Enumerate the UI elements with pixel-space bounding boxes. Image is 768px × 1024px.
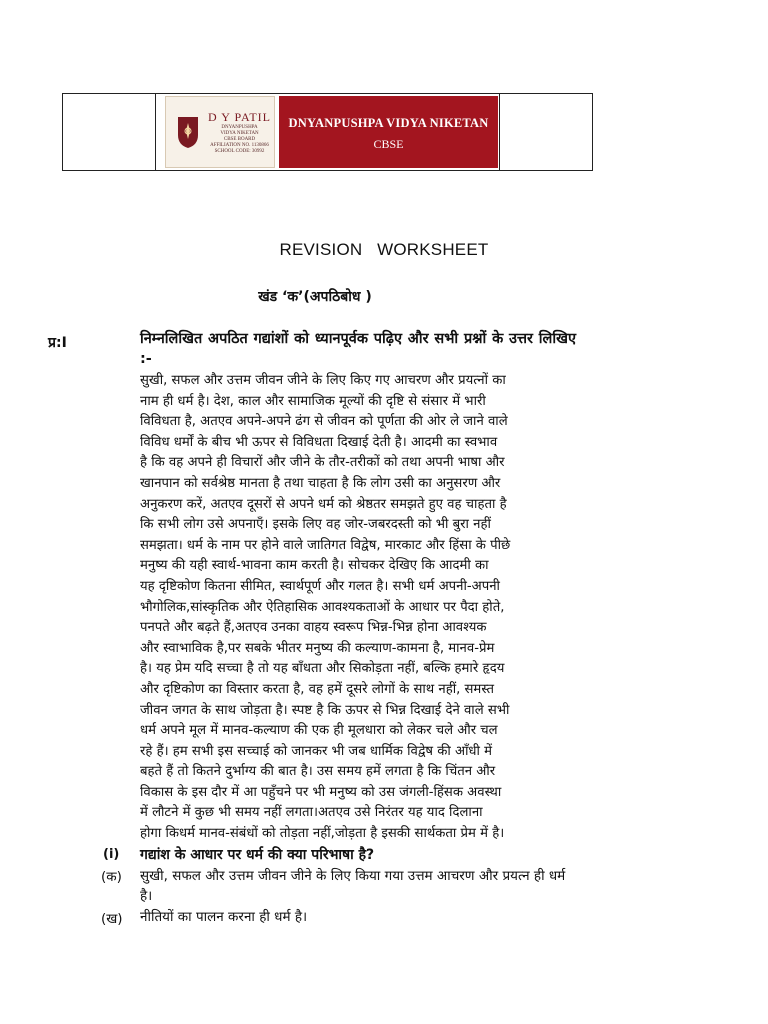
passage-line: भौगोलिक,सांस्कृतिक और ऐतिहासिक आवश्यकताओं के आधार पर पैदा होते, [140, 599, 505, 615]
board-name: CBSE [373, 137, 404, 151]
passage-line: अनुकरण करें, अतएव दूसरों से अपने धर्म को श्रेष्ठतर समझते हुए वह चाहता है [140, 496, 507, 512]
passage-line: नाम ही धर्म है। देश, काल और सामाजिक मूल्यों की दृष्टि से संसार में भारी [140, 393, 486, 409]
passage-line: रहे हैं। हम सभी इस सच्चाई को जानकर भी जब धार्मिक विद्वेष की आँधी में [140, 743, 493, 759]
option-label: (क) [101, 869, 122, 885]
passage-line: समझता। धर्म के नाम पर होने वाले जातिगत विद्वेष, मारकाट और हिंसा के पीछे [140, 537, 511, 553]
passage-line: कि सभी लोग उसे अपनाएँ। इसके लिए वह जोर-जबरदस्ती को भी बुरा नहीं [140, 517, 491, 533]
passage-line: है। यह प्रेम यदि सच्चा है तो यह बाँधता और सिकोड़ता नहीं, बल्कि हमारे हृदय [140, 661, 505, 677]
option-label: (ख) [101, 911, 123, 927]
logo-sub-line: DNYANPUSHPA [221, 124, 258, 130]
passage-line: विकास के इस दौर में आ पहुँचने पर भी मनुष्य को उस जंगली-हिंसक अवस्था [140, 784, 502, 800]
header-cell-right [499, 94, 592, 170]
passage-line: मनुष्य की यही स्वार्थ-भावना काम करती है। सोचकर देखिए कि आदमी का [140, 558, 489, 574]
passage-line: बहते हैं तो कितने दुर्भाग्य की बात है। उस समय हमें लगता है कि चिंतन और [140, 764, 496, 780]
school-banner [279, 96, 498, 168]
logo-sub-line: VIDYA NIKETAN [220, 130, 259, 136]
header-table [62, 93, 593, 171]
passage-line: में लौटने में कुछ भी समय नहीं लगता।अतएव उसे निरंतर यह याद दिलाना [140, 805, 483, 821]
school-name: DNYANPUSHPA VIDYA NIKETAN [288, 116, 489, 130]
school-logo [165, 96, 275, 168]
passage-line: पनपते और बढ़ते हैं,अतएव उनका वाहय स्वरूप भिन्न-भिन्न होना आवश्यक [140, 620, 487, 636]
sub-question-number: (i) [103, 847, 120, 862]
worksheet-title: REVISION WORKSHEET [279, 240, 489, 259]
section-heading: खंड ‘क’(अपठिबोध ) [258, 289, 372, 305]
logo-sub-line: AFFILIATION NO. 1130866 [210, 142, 269, 148]
passage-line: और दृष्टिकोण का विस्तार करता है, वह हमें दूसरे लोगों के साथ नहीं, समस्त [140, 681, 494, 697]
sub-question: गद्यांश के आधार पर धर्म की क्या परिभाषा है? [140, 847, 375, 863]
passage-line: खानपान को सर्वश्रेष्ठ मानता है तथा चाहता है कि लोग उसी का अनुसरण और [140, 475, 501, 491]
passage-line: है कि वह अपने ही विचारों और जीने के तौर-तरीकों को तथा अपनी भाषा और [140, 455, 505, 471]
shield-emblem-icon [176, 115, 200, 149]
passage-line: विविधता है, अतएव अपने-अपने ढंग से जीवन को पूर्णता की ओर ले जाने वाले [140, 414, 508, 430]
passage-line: होगा किधर्म मानव-संबंधों को तोड़ता नहीं,जोड़ता है इसकी सार्थकता प्रेम में है। [140, 826, 505, 842]
passage-line: यह दृष्टिकोण कितना सीमित, स्वार्थपूर्ण और गलत है। सभी धर्म अपनी-अपनी [140, 578, 500, 594]
logo-sub-line: CBSE BOARD [223, 136, 256, 142]
logo-name: D Y PATIL [208, 109, 272, 124]
passage-line: धर्म अपने मूल में मानव-कल्याण की एक ही मूलधारा को लेकर चले और चल [140, 723, 498, 739]
logo-text [208, 110, 271, 155]
question-number: प्र:I [48, 335, 67, 351]
option-text: सुखी, सफल और उत्तम जीवन जीने के लिए किया गया उत्तम आचरण और प्रयत्न ही धर्म है। [140, 868, 566, 904]
passage-line: सुखी, सफल और उत्तम जीवन जीने के लिए किए गए आचरण और प्रयत्नों का [140, 373, 506, 388]
option-text: नीतियों का पालन करना ही धर्म है। [140, 909, 308, 925]
header-cell-left [63, 94, 156, 170]
logo-sub-line: SCHOOL CODE: 30992 [214, 148, 265, 154]
passage-line: जीवन जगत के साथ जोड़ता है। स्पष्ट है कि ऊपर से भिन्न दिखाई देने वाले सभी [140, 702, 510, 718]
question-instruction: निम्नलिखित अपठित गद्यांशों को ध्यानपूर्वक पढ़िए और सभी प्रश्नों के उत्तर लिखिए :- [140, 331, 576, 367]
passage [140, 371, 576, 845]
passage-line: और स्वाभाविक है,पर सबके भीतर मनुष्य की कल्याण-कामना है, मानव-प्रेम [140, 640, 495, 656]
passage-line: विविध धर्मों के बीच भी ऊपर से विविधता दिखाई देती है। आदमी का स्वभाव [140, 434, 498, 450]
